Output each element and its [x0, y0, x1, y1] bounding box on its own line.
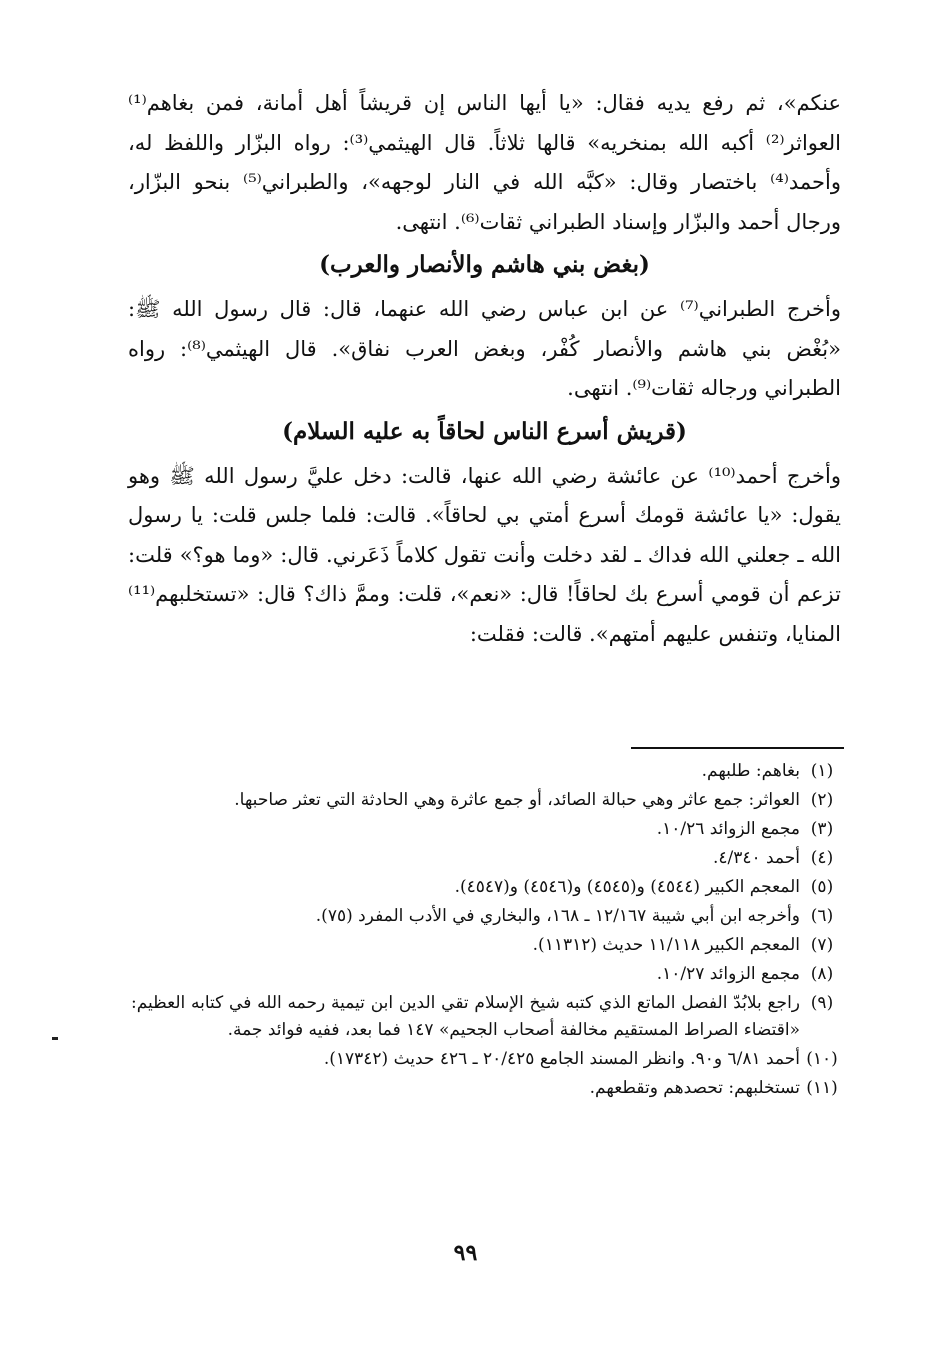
footnote-text: مجمع الزوائد ١٠/٢٧.: [656, 964, 800, 984]
paragraph-2: وأخرج الطبراني⁽⁷⁾ عن ابن عباس رضي الله عنهما، قال: قال رسول الله ﷺ: «بُغْض بني هاشم والأنصار كُفْر، وبغض العرب نفاق». قال الهيثمي⁽⁸⁾: رواه الطبراني ورجاله ثقات⁽⁹⁾. انتهى.: [128, 297, 841, 400]
footnote-2: [131, 787, 844, 814]
page-number: ٩٩: [453, 1240, 478, 1266]
footnote-5: [131, 874, 844, 901]
footnote-4: [131, 845, 844, 872]
footnote-number: (١): [810, 761, 834, 781]
footnote-6: [131, 903, 844, 930]
footnote-7: [131, 932, 844, 959]
footnote-separator: [631, 747, 844, 749]
margin-mark: [52, 1037, 58, 1040]
footnote-number: (٢): [810, 790, 834, 810]
footnote-9: [131, 990, 844, 1044]
footnote-number: (٩): [810, 993, 834, 1013]
footnote-text: راجع بلابُدّ الفصل الماتع الذي كتبه شيخ الإسلام تقي الدين ابن تيمية رحمه الله في كتابه العظيم: «اقتضاء الصراط المستقيم مخالفة أصحاب الجحيم» ١٤٧ فما بعد، ففيه فوائد جمة.: [131, 993, 800, 1040]
footnote-number: (٥): [810, 877, 834, 897]
footnote-11: [131, 1075, 844, 1102]
footnote-text: وأخرجه ابن أبي شيبة ١٢/١٦٧ ـ ١٦٨، والبخاري في الأدب المفرد (٧٥).: [315, 906, 800, 926]
footnote-text: العواثر: جمع عاثر وهي حبالة الصائد، أو جمع عاثرة وهي الحادثة التي تعثر صاحبها.: [234, 790, 800, 810]
footnote-1: [131, 758, 844, 785]
footnote-number: (١٠): [806, 1049, 838, 1069]
footnote-text: المعجم الكبير (٤٥٤٤) و(٤٥٤٥) و(٤٥٤٦) و(٤٥٤٧).: [454, 877, 800, 897]
footnote-8: [131, 961, 844, 988]
footnote-text: المعجم الكبير ١١/١١٨ حديث (١١٣١٢).: [532, 935, 800, 955]
page-body: [128, 84, 841, 654]
footnote-3: [131, 816, 844, 843]
section-heading-1: (بغض بني هاشم والأنصار والعرب): [319, 251, 650, 278]
footnotes: [131, 758, 844, 1104]
paragraph-1: عنكم»، ثم رفع يديه فقال: «يا أيها الناس إن قريشاً أهل أمانة، فمن بغاهم⁽¹⁾ العواثر⁽²⁾ أكبه الله بمنخريه» قالها ثلاثاً. قال الهيثمي⁽³⁾: رواه البزّار واللفظ له، وأحمد⁽⁴⁾ باختصار وقال: «كبَّه الله في النار لوجهه»، والطبراني⁽⁵⁾ بنحو البزّار، ورجال أحمد والبزّار وإسناد الطبراني ثقات⁽⁶⁾. انتهى.: [128, 91, 841, 234]
paragraph-3: وأخرج أحمد⁽¹⁰⁾ عن عائشة رضي الله عنها، قالت: دخل عليَّ رسول الله ﷺ وهو يقول: «يا عائشة قومك أسرع أمتي بي لحاقاً». قالت: فلما جلس قلت: يا رسول الله ـ جعلني الله فداك ـ لقد دخلت وأنت تقول كلاماً ذَعَرني. قال: «وما هو؟» قلت: تزعم أن قومي أسرع بك لحاقاً! قال: «نعم»، قلت: وممَّ ذاك؟ قال: «تستخلبهم⁽¹¹⁾ المنايا، وتنفس عليهم أمتهم». قالت: فقلت:: [128, 463, 841, 646]
footnote-number: (٧): [810, 935, 834, 955]
footnote-text: مجمع الزوائد ١٠/٢٦.: [656, 819, 800, 839]
footnote-number: (١١): [806, 1078, 838, 1098]
section-heading-2: (قريش أسرع الناس لحاقاً به عليه السلام): [282, 417, 687, 445]
footnote-number: (٤): [810, 848, 834, 868]
footnote-number: (٨): [810, 964, 834, 984]
footnote-text: بغاهم: طلبهم.: [701, 761, 800, 781]
footnote-number: (٦): [810, 906, 834, 926]
footnote-10: [131, 1046, 844, 1073]
footnote-text: أحمد ٦/٨١ و٩٠. وانظر المسند الجامع ٢٠/٤٢٥ ـ ٤٢٦ حديث (١٧٣٤٢).: [323, 1049, 800, 1069]
footnote-text: تستخلبهم: تحصدهم وتقطعهم.: [589, 1078, 800, 1098]
footnote-text: أحمد ٤/٣٤٠.: [712, 848, 800, 868]
footnote-number: (٣): [810, 819, 834, 839]
